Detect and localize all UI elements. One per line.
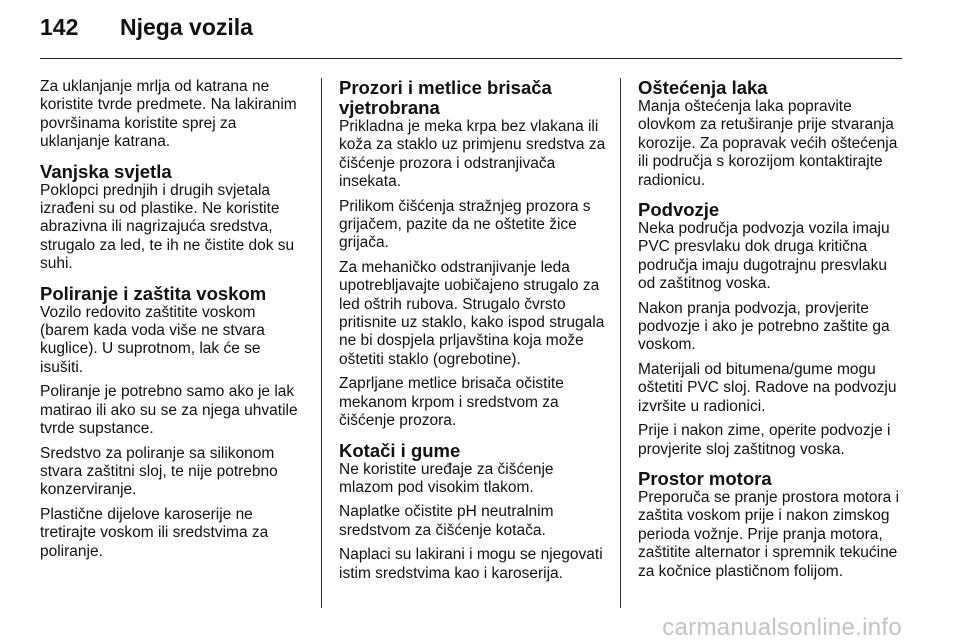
paragraph: Neka područja podvozja vozila imaju PVC presvlaku dok druga kritična područja imaju dugotrajnu presvlaku od zaštitnog voska. — [638, 220, 890, 293]
section-title-exterior-lights: Vanjska svjetla — [40, 160, 172, 182]
paragraph: Prilikom čišćenja stražnjeg prozora s grijačem, pazite da ne oštetite žice grijača. — [339, 197, 591, 252]
paragraph: Naplaci su lakirani i mogu se njegovati istim sredstvima kao i karoserija. — [339, 546, 603, 582]
section-title-underbody: Podvozje — [638, 199, 720, 221]
paragraph: Poliranje je potrebno samo ako je lak matirao ili ako su se za njega uhvatile tvrde supstance. — [40, 383, 298, 438]
paragraph: Sredstvo za poliranje sa silikonom stvara zaštitni sloj, te nije potrebno konzerviranje. — [40, 444, 278, 499]
column-2 — [339, 78, 607, 589]
section-title-wheels-tyres: Kotači i gume — [339, 439, 461, 461]
header-divider — [40, 58, 902, 59]
paragraph: Materijali od bitumena/gume mogu oštetiti PVC sloj. Radove na podvozju izvršite u radionici. — [638, 360, 897, 415]
paragraph: Plastične dijelove karoserije ne tretirajte voskom ili sredstvima za poliranje. — [40, 505, 269, 560]
column-divider — [620, 78, 621, 608]
paragraph: Naplatke očistite pH neutralnim sredstvom za čišćenje kotača. — [339, 503, 554, 539]
paragraph: Vozilo redovito zaštitite voskom (barem kada voda više ne stvara kuglice). U suprotnom, lak će se isušiti. — [40, 303, 265, 376]
paragraph: Ne koristite uređaje za čišćenje mlazom pod visokim tlakom. — [339, 460, 554, 496]
paragraph: Zaprljane metlice brisača očistite mekanom krpom i sredstvom za čišćenje prozora. — [339, 375, 564, 430]
page-number: 142 — [40, 14, 79, 40]
paragraph: Prikladna je meka krpa bez vlakana ili koža za staklo uz primjenu sredstva za čišćenje prozora i odstranjivača insekata. — [339, 118, 606, 191]
column-3 — [638, 78, 904, 587]
column-1 — [40, 78, 306, 567]
page-title: Njega vozila — [120, 14, 253, 40]
paragraph: Nakon pranja podvozja, provjerite podvozje i ako je potrebno zaštite ga voskom. — [638, 299, 890, 354]
section-title-polishing: Poliranje i zaštita voskom — [40, 282, 267, 304]
paragraph: Za mehaničko odstranjivanje leda upotrebljavajte uobičajeno strugalo za led oštrih rubova. Strugalo čvrsto pritisnite uz staklo, kako ispod strugala ne bi dospjela prljavština koja može oštetiti staklo (ogrebotine). — [339, 258, 605, 368]
column-divider — [321, 78, 322, 608]
paragraph: Manja oštećenja laka popravite olovkom za retuširanje prije stvaranja korozije. Za popravak većih oštećenja ili područja s korozijom kontaktirajte radionicu. — [638, 98, 898, 189]
paragraph: Prije i nakon zime, operite podvozje i provjerite sloj zaštitnog voska. — [638, 422, 891, 458]
paragraph: Poklopci prednjih i drugih svjetala izrađeni su od plastike. Ne koristite abrazivna ili nagrizajuća sredstva, strugalo za led, te ih ne čistite dok su suhi. — [40, 181, 295, 273]
watermark: carmanualsonline.info — [662, 614, 902, 641]
section-title-windows-wipers: Prozori i metlice brisača vjetrobrana — [339, 77, 552, 118]
section-title-engine-compartment: Prostor motora — [638, 467, 772, 489]
paragraph: Preporuča se pranje prostora motora i zaštita voskom prije i nakon zimskog perioda vožnje. Prije pranja motora, zaštitite alternator i spremnik tekućine za kočnice plastičnom folijom. — [638, 488, 900, 580]
intro-paragraph: Za uklanjanje mrlja od katrana ne koristite tvrde predmete. Na lakiranim površinama koristite sprej za uklanjanje katrana. — [40, 78, 297, 151]
section-title-paint-damage: Oštećenja laka — [638, 77, 768, 98]
page-header — [40, 14, 253, 44]
